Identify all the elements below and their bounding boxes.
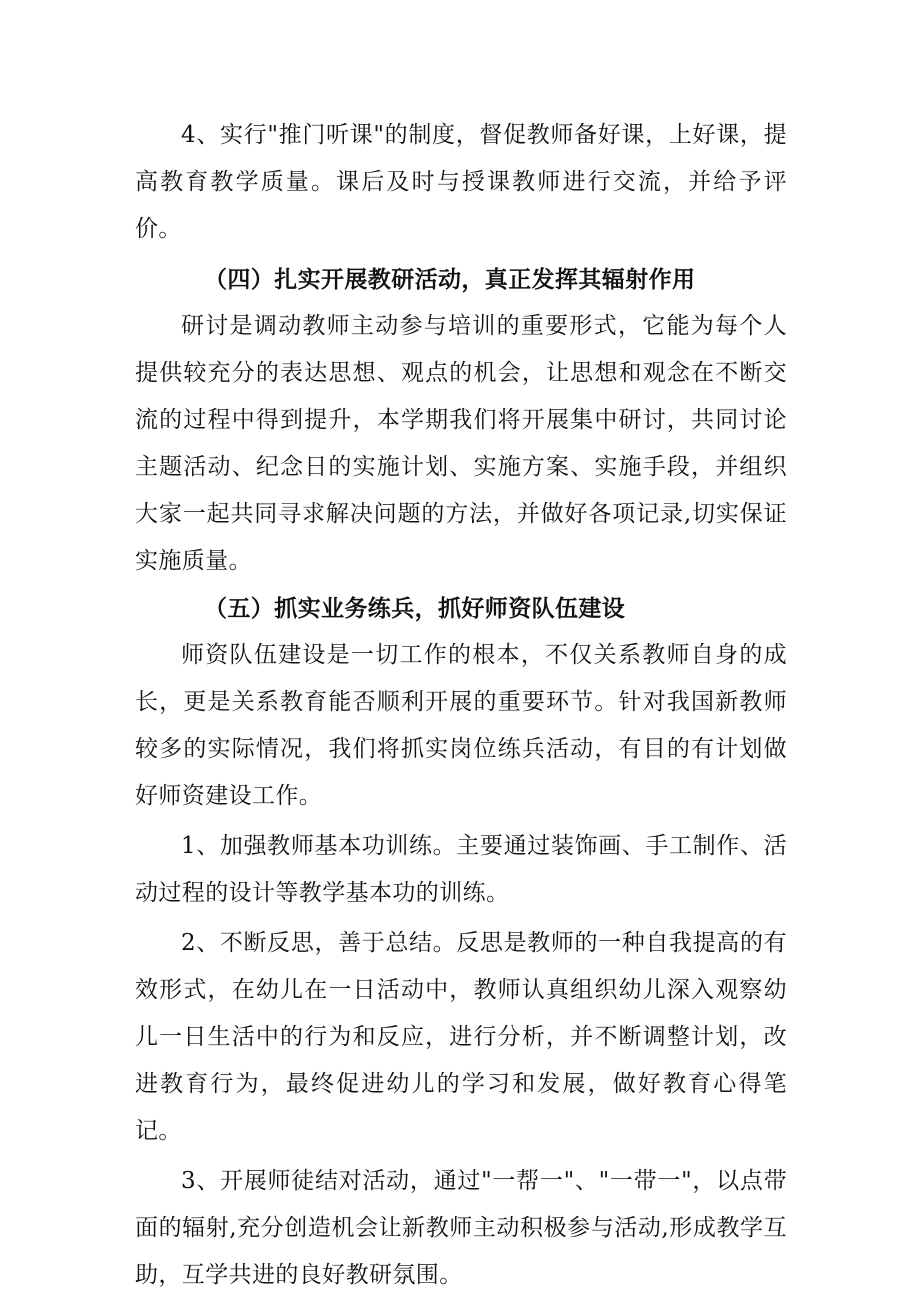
paragraph-item-2: 2、不断反思，善于总结。反思是教师的一种自我提高的有效形式，在幼儿在一日活动中，教师认真组织幼儿深入观察幼儿一日生活中的行为和反应，进行分析，并不断调整计划，改进教育行为，最终促进幼儿的学习和发展，做好教育心得笔记。 xyxy=(135,930,787,1144)
section-heading-5: （五）抓实业务练兵，抓好师资队伍建设 xyxy=(204,595,626,622)
paragraph-item-4: 4、实行"推门听课"的制度，督促教师备好课，上好课，提高教育教学质量。课后及时与授课教师进行交流，并给予评价。 xyxy=(135,122,787,242)
document-page xyxy=(135,112,787,1299)
paragraph-research: 研讨是调动教师主动参与培训的重要形式，它能为每个人提供较充分的表达思想、观点的机会，让思想和观念在不断交流的过程中得到提升，本学期我们将开展集中研讨，共同讨论主题活动、纪念日的实施计划、实施方案、实施手段，并组织大家一起共同寻求解决问题的方法，并做好各项记录,切实保证实施质量。 xyxy=(135,313,787,574)
paragraph-team-building: 师资队伍建设是一切工作的根本，不仅关系教师自身的成长，更是关系教育能否顺利开展的重要环节。针对我国新教师较多的实际情况，我们将抓实岗位练兵活动，有目的有计划做好师资建设工作。 xyxy=(135,642,787,809)
paragraph-item-1: 1、加强教师基本功训练。主要通过装饰画、手工制作、活动过程的设计等教学基本功的训练。 xyxy=(135,833,787,906)
section-heading-4: （四）扎实开展教研活动，真正发挥其辐射作用 xyxy=(204,266,696,293)
paragraph-item-3: 3、开展师徒结对活动，通过"一帮一"、"一带一"，以点带面的辐射,充分创造机会让新教师主动积极参与活动,形成教学互助，互学共进的良好教研氛围。 xyxy=(135,1168,787,1288)
